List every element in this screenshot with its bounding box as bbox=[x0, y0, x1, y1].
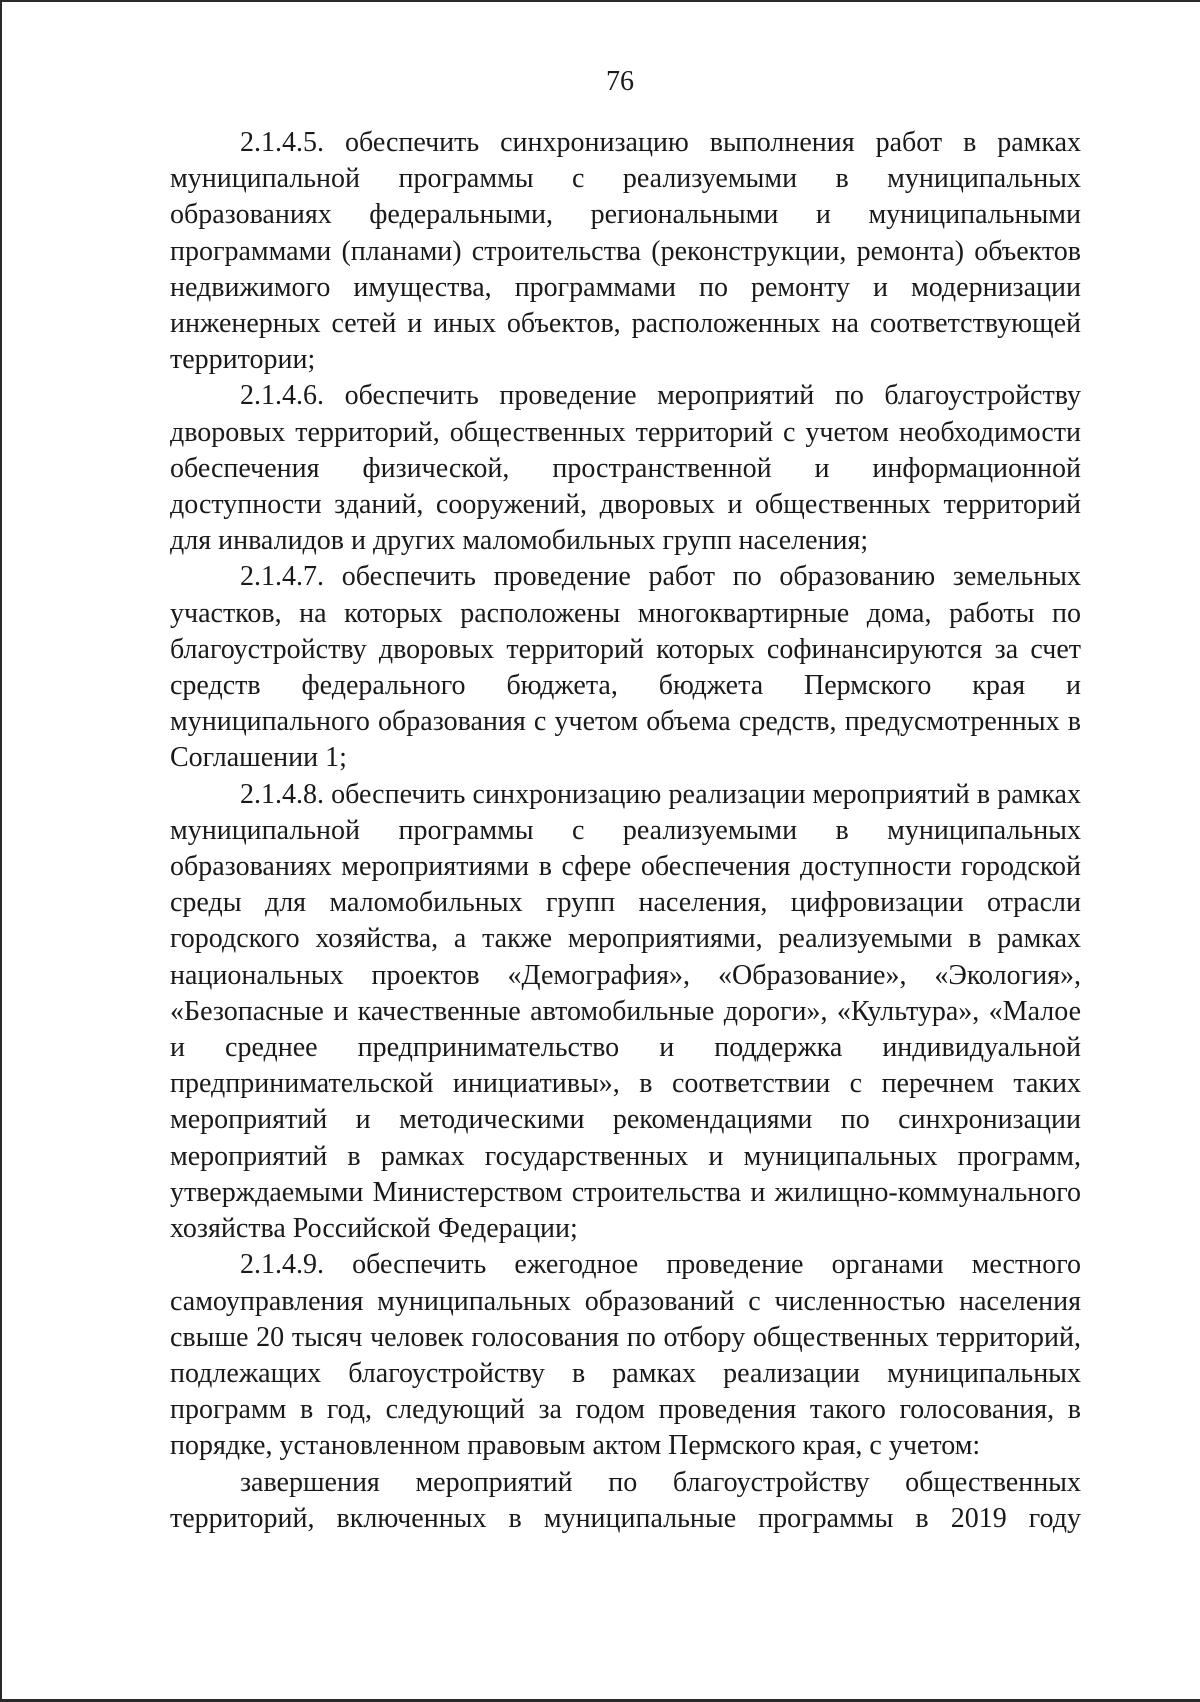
paragraph-2-1-4-9: 2.1.4.9. обеспечить ежегодное проведение органами местного самоуправления муниципальных образований с численностью населения свыше 20 тысяч человек голосования по отбору общественных территорий, подлежащих благоустройству в рамках реализации муниципальных программ в год, следующий за годом проведения такого голосования, в порядке, установленном правовым актом Пермского края, с учетом: bbox=[170, 1249, 1081, 1462]
scan-edge-left bbox=[0, 0, 2, 1702]
paragraph-2-1-4-8: 2.1.4.8. обеспечить синхронизацию реализации мероприятий в рамках муниципальной программы с реализуемыми в муниципальных образованиях мероприятиями в сфере обеспечения доступности городской среды для маломобильных групп населения, цифровизации отрасли городского хозяйства, а также мероприятиями, реализуемыми в рамках национальных проектов «Демография», «Образование», «Экология», «Безопасные и качественные автомобильные дороги», «Культура», «Малое и среднее предпринимательство и поддержка индивидуальной предпринимательской инициативы», в соответствии с перечнем таких мероприятий и методическими рекомендациями по синхронизации мероприятий в рамках государственных и муниципальных программ, утверждаемыми Министерством строительства и жилищно-коммунального хозяйства Российской Федерации; bbox=[170, 778, 1081, 1245]
paragraph-2-1-4-6: 2.1.4.6. обеспечить проведение мероприятий по благоустройству дворовых территорий, общественных территорий с учетом необходимости обеспечения физической, пространственной и информационной доступности зданий, сооружений, дворовых и общественных территорий для инвалидов и других маломобильных групп населения; bbox=[170, 380, 1081, 557]
paragraph-completion: завершения мероприятий по благоустройству общественных территорий, включенных в муниципальные программы в 2019 году bbox=[170, 1466, 1081, 1534]
paragraph-2-1-4-5: 2.1.4.5. обеспечить синхронизацию выполнения работ в рамках муниципальной программы с реализуемыми в муниципальных образованиях федеральными, региональными и муниципальными программами (планами) строительства (реконструкции, ремонта) объектов недвижимого имущества, программами по ремонту и модернизации инженерных сетей и иных объектов, расположенных на соответствующей территории; bbox=[170, 127, 1081, 376]
scan-edge-top bbox=[0, 0, 1200, 2]
page-number: 76 bbox=[606, 66, 634, 97]
paragraph-2-1-4-7: 2.1.4.7. обеспечить проведение работ по образованию земельных участков, на которых расположены многоквартирные дома, работы по благоустройству дворовых территорий которых софинансируются за счет средств федерального бюджета, бюджета Пермского края и муниципального образования с учетом объема средств, предусмотренных в Соглашении 1; bbox=[170, 561, 1081, 774]
document-body bbox=[170, 125, 1081, 1537]
